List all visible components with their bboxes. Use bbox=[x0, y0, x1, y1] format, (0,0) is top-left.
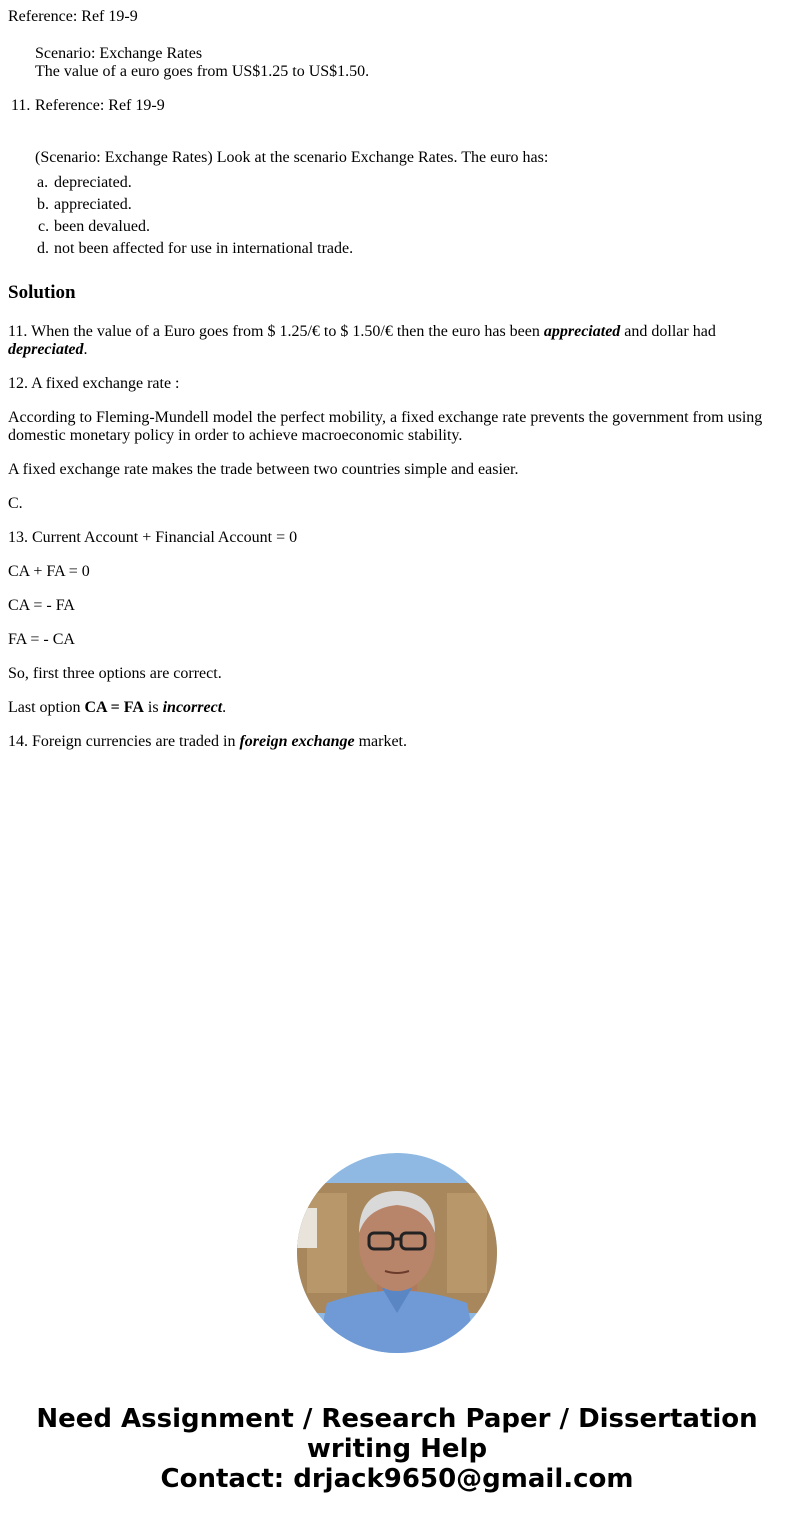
solution-13-equation-1: CA + FA = 0 bbox=[8, 563, 90, 580]
author-avatar bbox=[297, 1153, 497, 1353]
option-c-text: been devalued. bbox=[54, 218, 150, 235]
solution-13-note: So, first three options are correct. bbox=[8, 665, 222, 682]
author-portrait-image bbox=[297, 1153, 497, 1353]
solution-12-paragraph-1: According to Fleming-Mundell model the perfect mobility, a fixed exchange rate prevents the government from using domestic monetary policy in order to achieve macroeconomic stability. bbox=[8, 409, 763, 444]
solution-13-equation-2: CA = - FA bbox=[8, 597, 75, 614]
footer-promo bbox=[0, 1404, 794, 1494]
footer-line-1: Need Assignment / Research Paper / Dissertation bbox=[36, 1404, 758, 1434]
reference-line: Reference: Ref 19-9 bbox=[8, 8, 138, 25]
solution-13-equation-3: FA = - CA bbox=[8, 631, 75, 648]
footer-line-2: writing Help bbox=[306, 1434, 488, 1464]
solution-heading: Solution bbox=[8, 282, 76, 303]
foreign-exchange-emphasis: foreign exchange bbox=[239, 733, 355, 750]
solution-11: 11. When the value of a Euro goes from $ 1.25/€ to $ 1.50/€ then the euro has been appreciated and dollar had depreciated. bbox=[8, 323, 716, 358]
option-b-letter: b. bbox=[37, 196, 49, 213]
ca-fa-emphasis: CA = FA bbox=[84, 699, 144, 716]
appreciated-emphasis: appreciated bbox=[543, 323, 621, 340]
option-b-text: appreciated. bbox=[54, 196, 132, 213]
scenario-text: The value of a euro goes from US$1.25 to US$1.50. bbox=[35, 63, 370, 80]
footer-contact: Contact: drjack9650@gmail.com bbox=[160, 1464, 634, 1494]
question-reference: Reference: Ref 19-9 bbox=[35, 97, 165, 114]
option-c-letter: c. bbox=[38, 218, 50, 235]
option-d-letter: d. bbox=[37, 240, 49, 257]
option-d-text: not been affected for use in international trade. bbox=[54, 240, 354, 257]
option-a-letter: a. bbox=[37, 174, 49, 191]
scenario-title: Scenario: Exchange Rates bbox=[35, 45, 203, 62]
question-prompt: (Scenario: Exchange Rates) Look at the scenario Exchange Rates. The euro has: bbox=[35, 149, 549, 166]
solution-13-last-option: Last option CA = FA is incorrect. bbox=[8, 699, 227, 716]
solution-12-paragraph-2: A fixed exchange rate makes the trade between two countries simple and easier. bbox=[8, 461, 519, 478]
solution-13-title: 13. Current Account + Financial Account = 0 bbox=[8, 529, 298, 546]
question-number: 11. bbox=[11, 97, 31, 114]
solution-14: 14. Foreign currencies are traded in foreign exchange market. bbox=[8, 733, 407, 750]
option-a-text: depreciated. bbox=[54, 174, 132, 191]
solution-12-title: 12. A fixed exchange rate : bbox=[8, 375, 180, 392]
solution-12-answer: C. bbox=[8, 495, 23, 512]
depreciated-emphasis: depreciated bbox=[8, 341, 84, 358]
incorrect-emphasis: incorrect bbox=[162, 699, 223, 716]
